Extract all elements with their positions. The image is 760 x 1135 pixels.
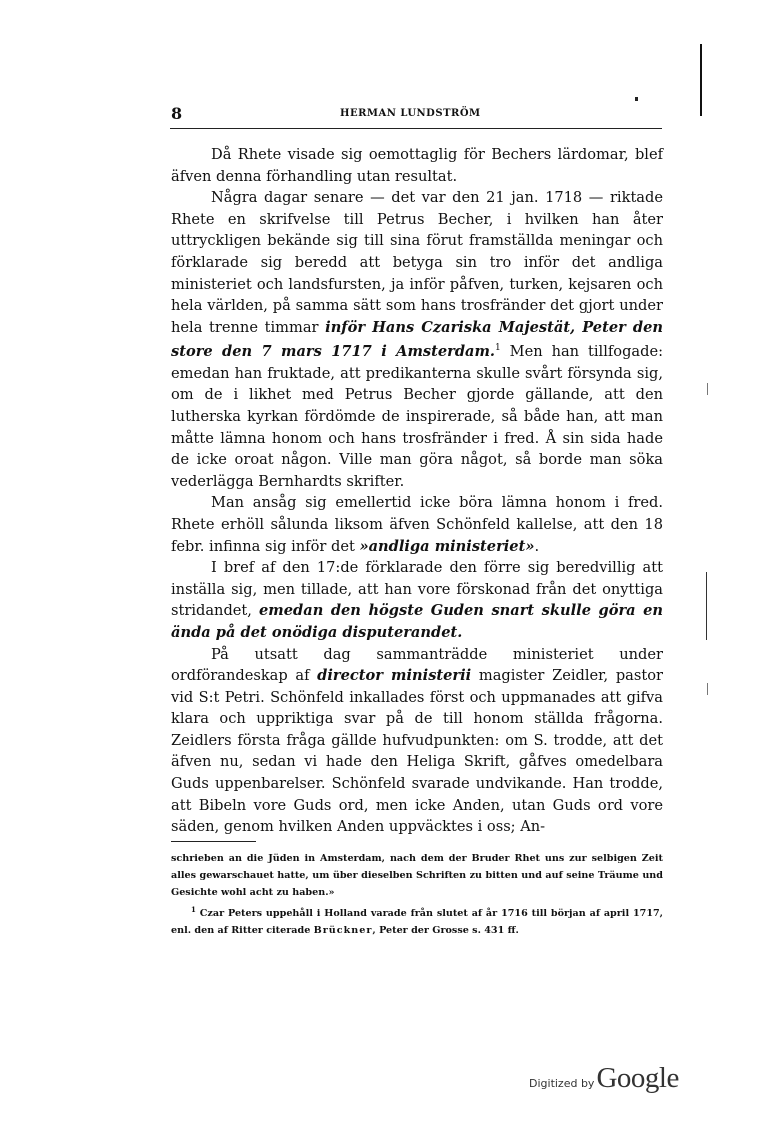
- digitized-by-label: Digitized by: [529, 1077, 595, 1090]
- footnote-continued: schrieben an die Jüden in Amsterdam, nach dem der Bruder Rhet uns zur selbigen Zeit alles gewarschauet hatte, um über dieselben Schriften zu bitten und auf seine Träume und Gesichte wohl acht zu haben.»: [171, 853, 663, 898]
- footnote-1: $^1$ Czar Peters uppehåll i Holland varade från slutet af år 1716 till början af april 1717, enl. den af Ritter citerade Brückner, Peter der Grosse s. 431 ff.: [171, 905, 664, 937]
- paragraph: I bref af den 17:de förklarade den förre sig beredvillig att inställa sig, men tillade, att han vore förskonad från det onyttiga stridandet, emedan den högste Guden snart skulle göra en ända på det onödiga disputerandet.: [171, 559, 664, 641]
- running-head: HERMAN LUNDSTRÖM: [340, 108, 481, 119]
- italic-text: »andliga ministeriet»: [359, 537, 535, 555]
- scan-margin-line: [706, 572, 707, 640]
- digitized-by-watermark: [529, 1062, 679, 1095]
- scan-speck: [635, 97, 638, 101]
- footnote-number: 1: [191, 905, 196, 914]
- paragraph: Några dagar senare — det var den 21 jan. 1718 — riktade Rhete en skrifvelse till Petrus Becher, i hvilken han åter uttryckligen bekände sig till sina förut framställda meningar och förklarade sig beredd att betyga sin tro inför det andliga ministeriet och landsfursten, ja inför påfven, turken, kejsaren och hela världen, på samma sätt som hans trosfränder det gjort under hela trenne timmar inför Hans Czariska Majestät, Peter den store den 7 mars 1717 i Amsterdam.$^1$ Men han tillfogade: emedan han fruktade, att predikanterna skulle svårt försynda sig, om de i likhet med Petrus Becher gjorde gällande, att den lutherska kyrkan fördömde de inspirerade, så både han, att man måtte lämna honom och hans trosfränder i fred. Å sin sida hade de icke oroat någon. Ville man göra något, så borde man söka vederlägga Bernhardts skrifter.: [171, 189, 664, 490]
- footnote-rule: [171, 841, 256, 842]
- spaced-author: Brückner: [313, 925, 373, 937]
- paragraph: På utsatt dag sammanträdde ministeriet under ordförandeskap af director ministerii magister Zeidler, pastor vid S:t Petri. Schönfeld inkallades först och uppmanades att gifva klara och uppriktiga svar på de till honom ställda frågorna. Zeidlers första fråga gällde hufvudpunkten: om S. trodde, att det äfven nu, sedan vi hade den Heliga Skrift, gåfves omedelbara Guds uppenbarelser. Schönfeld svarade undvikande. Han trodde, att Bibeln vore Guds ord, men icke Anden, utan Guds ord vore säden, genom hvilken Anden uppväcktes i oss; An-: [171, 645, 664, 836]
- italic-text: emedan den högste Guden snart skulle göra en ända på det onödiga disputerandet.: [171, 602, 664, 641]
- header-rule: [170, 128, 662, 129]
- footnotes: [171, 850, 663, 939]
- page-number: 8: [171, 104, 183, 123]
- paragraph: Man ansåg sig emellertid icke böra lämna honom i fred. Rhete erhöll sålunda liksom äfven Schönfeld kallelse, att den 18 febr. infinna sig inför det »andliga ministeriet».: [171, 494, 663, 555]
- scan-margin-mark: [700, 44, 702, 116]
- body-text: [171, 144, 663, 838]
- footnote-marker: 1: [495, 343, 501, 354]
- italic-text: inför Hans Czariska Majestät, Peter den store den 7 mars 1717 i Amsterdam.: [171, 318, 664, 361]
- scan-margin-tick: [707, 383, 708, 395]
- paragraph: Då Rhete visade sig oemottaglig för Bechers lärdomar, blef äfven denna förhandling utan resultat.: [171, 146, 663, 185]
- italic-text: director ministerii: [317, 667, 472, 685]
- google-logo: Google: [596, 1062, 679, 1094]
- scan-margin-tick: [707, 683, 708, 695]
